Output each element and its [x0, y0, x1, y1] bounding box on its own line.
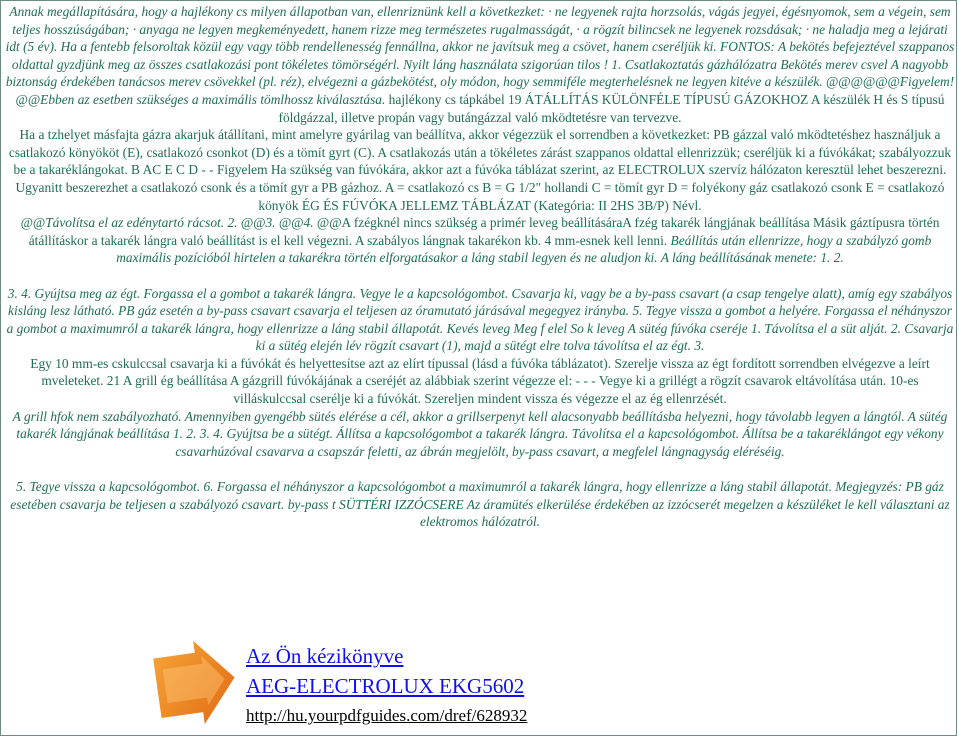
text-segment: @@Távolítsa el az edénytartó rácsot. 2. @@3. @@4. — [20, 215, 314, 231]
text-segment: 3. 4. Gyújtsa meg az égt. Forgassa el a gombot a takarék lángra. Vegye le a kapcsológombot. Csavarja ki, vagy be a by-pass csavart (a csap tengelye alatt), amíg egy szabályos kisláng lesz látható. PB gáz esetén a by-pass csavart csavarja el teljesen az óramutató járásával megegyez irányba. 5. Tegye vissza a gombot a helyére. Forgassa el néhányszor a gombot a maximumról a takarék lángra, hogy ellenrizze a láng stabil állapotát. Kevés leveg Meg f elel So k leveg A sütég fúvóka cseréje 1. Távolítsa el a süt alját. 2. Csavarja ki a sütég elején lév rögzít csavart (1), majd a sütégt elre tolva távolítsa el az égt. 3. — [6, 285, 954, 354]
manual-body-text — [5, 3, 955, 531]
text-segment: Annak megállapítására, hogy a hajlékony cs milyen állapotban van, ellenriznünk kell a következket: · ne legyenek rajta horzsolás, vágás jegyei, égésnyomok, sem a végein, sem teljes hosszúságában; · anyaga ne legyen megkeményedett, hanem rizze meg természetes rugalmasságát, · a rögzít bilincsek ne legyenek rozsdásak; · ne haladja meg a lejárati idt (5 év). Ha a fentebb felsoroltak közül egy vagy több rendellenesség fennállna, akkor ne javítsuk meg a csövet, hanem cseréljük ki. FONTOS: A bekötés befejeztével szappanos oldattal gyzdjünk meg az összes csatlakozási pont tökéletes tömörségérl. Nyilt láng használata szigorúan tilos ! 1. Csatlakoztatás gázhálózatra Bekötés merev csvel A nagyobb biztonság érdekében tanácsos merev csövekkel (pl. réz), elvégezni a gázbekötést, oly módon, hogy semmiféle megterhelésnek ne legyen kitéve a készülék. @@@@@@Figyelem! @@Ebben az esetben szükséges a maximális tömlhossz kiválasztása. — [5, 4, 955, 107]
footer-links — [246, 641, 527, 727]
paragraph-gap — [5, 267, 955, 285]
text-segment: A grill hfok nem szabályozható. Amennyiben gyengébb sütés elérése a cél, akkor a grillserpenyt kell alacsonyabb beállításba helyezni, hogy távolabb legyen a lángtól. A sütég takarék lángjának beállítása 1. 2. 3. 4. Gyújtsa be a sütégt. Állítsa a kapcsológombot a takarék lángra. Távolítsa el a kapcsológombot. Állítsa be a takaréklángot egy vékony csavarhúzóval csavarva a csapszár feletti, az ábrán megjelölt, by-pass csavart, a megfelel lángnagyság eléréséig. — [12, 408, 948, 459]
text-segment: hajlékony cs tápkábel 19 ÁTÁLLÍTÁS KÜLÖNFÉLE TÍPUSÚ GÁZOKHOZ A készülék H és S típusú földgázzal, illetve propán vagy butángázzal való mködtetésre van tervezve. — [278, 91, 945, 125]
text-paragraph — [5, 408, 955, 461]
text-paragraph — [5, 478, 955, 531]
paragraph-gap — [5, 460, 955, 478]
text-segment: @@A fzégknél nincs szükség a primér leveg beállításáraA fzég takarék lángjának beállítása Másik gáztípusra történ átállításkor a takarék lángra való beállítást is el kell végezni. A szabályos lángnak takarékon kb. 4 mm-esnek kell lenni. — [28, 215, 940, 248]
text-segment: Egy 10 mm-es cskulccsal csavarja ki a fúvókát és helyettesítse azt az elírt típussal (lásd a fúvóka táblázatot). Szerelje vissza az égt fordított sorrendben elvégezve a leírt mveleteket. 21 A grill ég beállítása A gázgrill fúvókájának a cseréjét az alábbiak szerint végezze el: - - - Vegye ki a grillégt a rögzít csavarok eltávolítása után. 10-es villáskulccsal cserélje ki a fúvókát. Szereljen mindent vissza és végezze el az ég ellenrzését. — [30, 355, 930, 407]
text-paragraph — [5, 214, 955, 267]
manual-url-link[interactable]: http://hu.yourpdfguides.com/dref/628932 — [246, 706, 528, 725]
text-paragraph — [5, 355, 955, 408]
text-paragraph — [5, 126, 955, 214]
text-segment: Ha a tzhelyet másfajta gázra akarjuk átállítani, mint amelyre gyárilag van beállítva, akkor végezzük el sorrendben a következket: PB gázzal való mködtetéshez használjuk a csatlakozó könyököt (E), csatlakozó csonkot (D) és a tömít gyrt (C). A csatlakozás után a tökéletes zárást szappanos oldattal ellenrizzük; cseréljük ki a fúvókákat; szabályozzuk be a takaréklángokat. B AC E C D - - Figyelem Ha szükség van fúvókára, akkor azt a fúvóka táblázat szerint, az ELECTROLUX szervíz hálózaton keresztül lehet beszerezni. Ugyanitt beszerezhet a csatlakozó csonk és a tömít gyr a PB gázhoz. A = csatlakozó cs B = G 1/2" hollandi C = tömít gyr D = folyékony gáz csatlakozó csonk E = csatlakozó könyök ÉG ÉS FÚVÓKA JELLEMZ TÁBLÁZAT (Kategória: II 2HS 3B/P) Névl. — [8, 127, 952, 213]
orange-arrow-icon — [151, 639, 239, 733]
text-paragraph — [5, 285, 955, 355]
text-segment: Beállítás után ellenrizze, hogy a szabályzó gomb maximális pozícióból hirtelen a takarékra történ elforgatásakor a láng stabil legyen és ne aludjon ki. A láng beállításának menete: 1. 2. — [116, 232, 932, 266]
model-link[interactable]: AEG-ELECTROLUX EKG5602 — [246, 674, 525, 698]
text-paragraph — [5, 3, 955, 126]
manual-title-link[interactable]: Az Ön kézikönyve — [246, 644, 404, 668]
text-segment: 5. Tegye vissza a kapcsológombot. 6. Forgassa el néhányszor a kapcsológombot a maximumról a takarék lángra, hogy ellenrizze a láng stabil állapotát. Megjegyzés: PB gáz esetében csavarja be teljesen a szabályozó csavart. by-pass t SÜTTÉRI IZZÓCSERE Az áramütés elkerülése érdekében az izzócserét megelzen a készüléket le kell választani az elektromos hálózatról. — [10, 479, 950, 530]
footer — [1, 639, 957, 736]
